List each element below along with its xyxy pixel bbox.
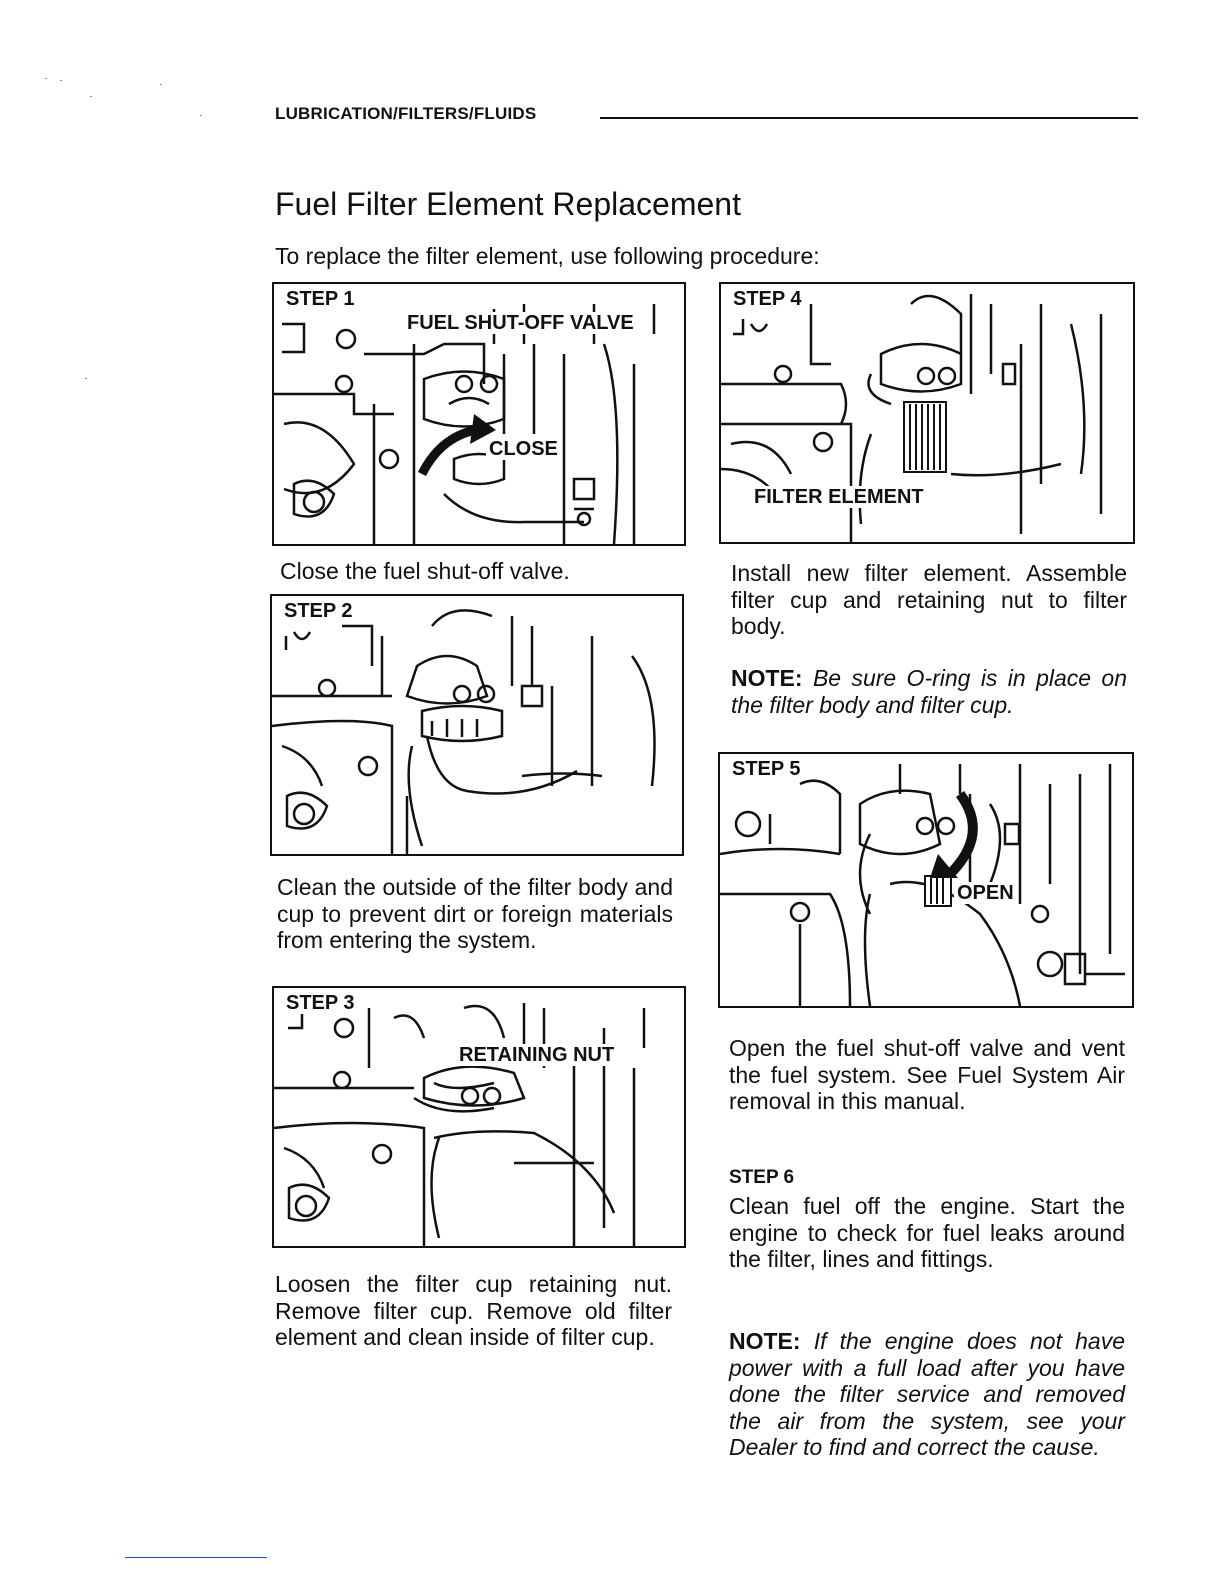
- step-4-caption: Install new filter element. Assemble filter cup and retaining nut to filter body.: [731, 560, 1127, 639]
- footer-rule: [125, 1557, 267, 1558]
- step-5-figure: [718, 752, 1134, 1008]
- close-callout: CLOSE: [486, 438, 561, 460]
- header-rule: [600, 117, 1138, 119]
- step-5-caption: Open the fuel shut-off valve and vent the fuel system. See Fuel System Air removal in this manual.: [729, 1035, 1125, 1114]
- intro-text: To replace the filter element, use following procedure:: [275, 243, 820, 269]
- scan-speck: [45, 78, 47, 79]
- step-1-figure: [272, 282, 686, 546]
- note-1-text: Be sure O-ring is in place on the filter body and filter cup.: [731, 665, 1127, 718]
- scan-speck: [90, 96, 92, 97]
- page-title: Fuel Filter Element Replacement: [275, 186, 741, 222]
- note-2-text: If the engine does not have power with a full load after you have done the filter service and removed the air from the system, see your Dealer to find and correct the cause.: [729, 1328, 1126, 1460]
- step-3-illustration: [274, 988, 684, 1246]
- filter-element-callout: FILTER ELEMENT: [751, 486, 927, 508]
- note-1: [731, 665, 1127, 718]
- step-3-figure: [272, 986, 686, 1248]
- step-4-figure: [719, 282, 1135, 544]
- note-2: [729, 1328, 1125, 1461]
- step-2-caption: Clean the outside of the filter body and cup to prevent dirt or foreign materials from entering the system.: [277, 874, 673, 953]
- step-1-label: STEP 1: [286, 288, 355, 310]
- step-2-illustration: [272, 596, 682, 854]
- step-5-illustration: [720, 754, 1132, 1006]
- scan-speck: [85, 378, 87, 379]
- step-1-caption: Close the fuel shut-off valve.: [280, 558, 570, 584]
- step-2-label: STEP 2: [284, 600, 353, 622]
- scan-speck: [60, 80, 62, 81]
- step-5-label: STEP 5: [732, 758, 801, 780]
- step-4-label: STEP 4: [733, 288, 802, 310]
- retaining-nut-callout: RETAINING NUT: [456, 1044, 617, 1066]
- step-2-figure: [270, 594, 684, 856]
- running-header: LUBRICATION/FILTERS/FLUIDS: [275, 104, 537, 123]
- scan-speck: [200, 115, 202, 116]
- note-2-label: NOTE:: [729, 1328, 801, 1354]
- fuel-shutoff-valve-callout: FUEL SHUT-OFF VALVE: [404, 312, 637, 334]
- scan-speck: [160, 84, 162, 85]
- step-6-text: Clean fuel off the engine. Start the engine to check for fuel leaks around the filter, lines and fittings.: [729, 1193, 1125, 1272]
- step-3-label: STEP 3: [286, 992, 355, 1014]
- open-callout: OPEN: [954, 882, 1017, 904]
- note-1-label: NOTE:: [731, 665, 803, 691]
- step-6-heading: STEP 6: [729, 1167, 795, 1188]
- step-3-caption: Loosen the filter cup retaining nut. Remove filter cup. Remove old filter element and clean inside of filter cup.: [275, 1271, 672, 1350]
